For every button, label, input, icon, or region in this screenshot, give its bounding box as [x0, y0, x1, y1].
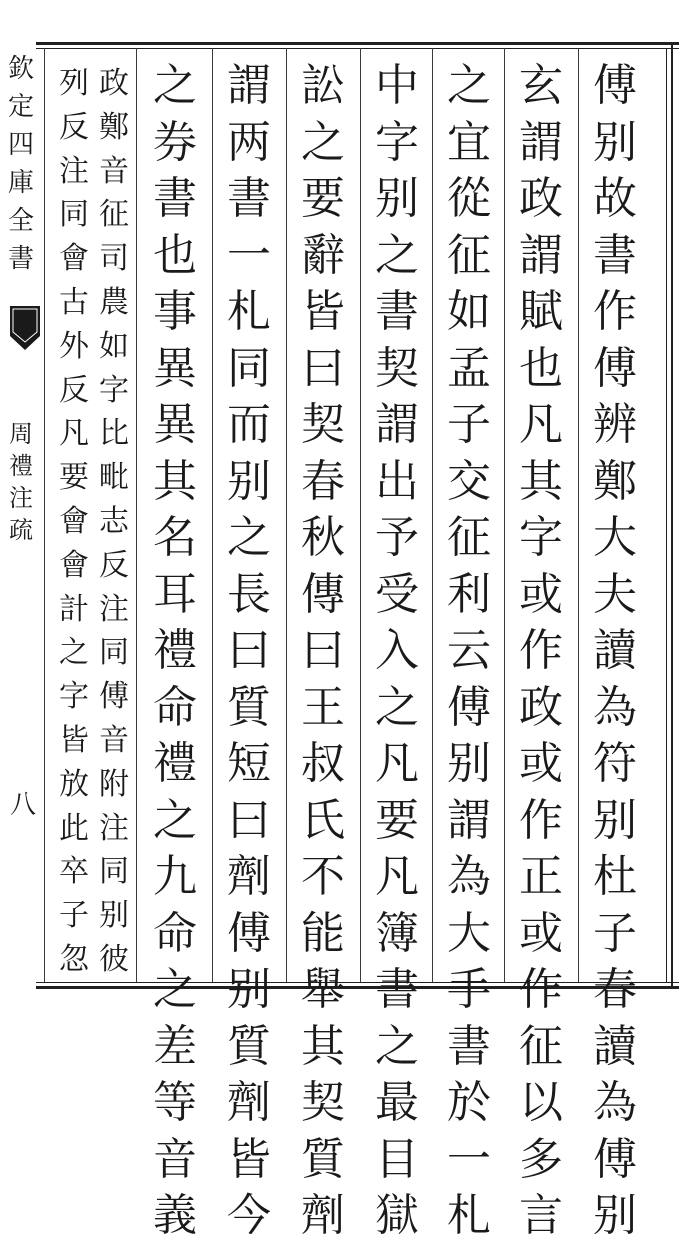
character: 字 [375, 116, 419, 168]
character: 劑 [227, 851, 271, 902]
character: 傅 [593, 342, 637, 394]
character: 短 [227, 738, 271, 789]
character: 曰 [227, 794, 271, 846]
character: 書 [447, 1020, 491, 1072]
character: 要 [59, 460, 89, 496]
character: 最 [375, 1077, 419, 1128]
column-rule [212, 48, 213, 982]
character: 之 [447, 60, 491, 111]
character: 曰 [301, 625, 345, 676]
character: 其 [301, 1020, 345, 1072]
character: 質 [227, 1020, 271, 1072]
frame-top-inner-border [36, 48, 679, 49]
character: 放 [59, 766, 89, 802]
character: 故 [593, 173, 637, 224]
character: 謂 [447, 794, 491, 846]
character: 也 [519, 342, 563, 394]
character: 卒 [59, 854, 89, 890]
character: 命 [153, 907, 197, 959]
character: 别 [99, 898, 129, 934]
character: 等 [153, 1077, 197, 1128]
character: 要 [301, 173, 345, 224]
character: 大 [447, 907, 491, 959]
character: 之 [227, 512, 271, 563]
character: 為 [593, 681, 637, 733]
character: 同 [99, 635, 129, 671]
character: 今 [227, 1190, 271, 1241]
character: 同 [99, 854, 129, 890]
character: 如 [447, 286, 491, 337]
character: 也 [153, 229, 197, 281]
character: 出 [375, 455, 419, 507]
character: 之 [375, 1020, 419, 1072]
character: 一 [447, 1133, 491, 1185]
character: 征 [447, 512, 491, 563]
character: 傅 [447, 681, 491, 733]
character: 受 [375, 568, 419, 620]
character: 九 [153, 851, 197, 902]
character: 之 [153, 60, 197, 111]
character: 反 [59, 372, 89, 408]
character: 古 [59, 284, 89, 320]
character: 入 [375, 625, 419, 676]
character: 賦 [519, 286, 563, 337]
character: 春 [301, 455, 345, 507]
character: 反 [59, 109, 89, 145]
character: 鄭 [593, 455, 637, 507]
character: 王 [301, 681, 345, 733]
character: 庫 [7, 168, 34, 198]
character: 訟 [301, 60, 345, 111]
character: 之 [301, 116, 345, 168]
character: 書 [7, 244, 34, 274]
commentary-column-1 [96, 62, 132, 982]
character: 政 [519, 681, 563, 733]
character: 子 [593, 907, 637, 959]
character: 注 [59, 153, 89, 189]
character: 農 [99, 284, 129, 320]
character: 征 [519, 1020, 563, 1072]
character: 比 [99, 416, 129, 452]
character: 異 [153, 399, 197, 450]
character: 禮 [153, 625, 197, 676]
character: 言 [519, 1190, 563, 1241]
character: 差 [153, 1020, 197, 1072]
character: 不 [301, 851, 345, 902]
character: 孟 [447, 342, 491, 394]
character: 契 [375, 342, 419, 394]
frame-right-inner-border [666, 48, 667, 982]
character: 讀 [593, 1020, 637, 1072]
character: 别 [447, 738, 491, 789]
character: 長 [227, 568, 271, 620]
character: 正 [519, 851, 563, 902]
character: 為 [593, 1077, 637, 1128]
character: 秋 [301, 512, 345, 563]
character: 周 [9, 420, 33, 448]
character: 宜 [447, 116, 491, 168]
character: 杜 [593, 851, 637, 902]
character: 契 [301, 1077, 345, 1128]
character: 札 [227, 286, 271, 337]
character: 會 [59, 547, 89, 583]
character: 政 [519, 173, 563, 224]
character: 舉 [301, 964, 345, 1015]
character: 此 [59, 810, 89, 846]
character: 異 [153, 342, 197, 394]
character: 云 [447, 625, 491, 676]
character: 两 [227, 116, 271, 168]
text-column-1 [582, 58, 648, 1245]
column-rule [432, 48, 433, 982]
character: 别 [593, 1190, 637, 1241]
character: 之 [153, 964, 197, 1015]
character: 作 [519, 625, 563, 676]
character: 之 [375, 229, 419, 281]
character: 質 [227, 681, 271, 733]
text-column-6 [216, 58, 282, 1245]
character: 字 [59, 679, 89, 715]
character: 讀 [593, 625, 637, 676]
character: 利 [447, 568, 491, 620]
character: 注 [9, 484, 33, 512]
character: 彼 [99, 941, 129, 977]
character: 大 [593, 512, 637, 563]
character: 字 [99, 372, 129, 408]
character: 定 [7, 92, 34, 122]
character: 書 [153, 173, 197, 224]
character: 皆 [301, 286, 345, 337]
character: 名 [153, 512, 197, 563]
character: 反 [99, 547, 129, 583]
character: 春 [593, 964, 637, 1015]
character: 玄 [519, 60, 563, 111]
character: 别 [375, 173, 419, 224]
margin-book-title [2, 50, 40, 278]
character: 之 [153, 794, 197, 846]
character: 之 [59, 635, 89, 671]
character: 音 [99, 722, 129, 758]
character: 曰 [301, 342, 345, 394]
column-rule [578, 48, 579, 982]
fish-tail-mark-icon [10, 306, 40, 350]
character: 券 [153, 116, 197, 168]
character: 四 [7, 130, 34, 160]
character: 叔 [301, 738, 345, 789]
character: 義 [153, 1190, 197, 1241]
character: 注 [99, 591, 129, 627]
character: 傅 [99, 679, 129, 715]
character: 列 [59, 66, 89, 101]
character: 注 [99, 810, 129, 846]
character: 書 [375, 964, 419, 1015]
character: 其 [519, 455, 563, 507]
character: 交 [447, 455, 491, 507]
character: 一 [227, 229, 271, 281]
character: 會 [59, 241, 89, 277]
character: 曰 [227, 625, 271, 676]
character: 别 [593, 794, 637, 846]
character: 辨 [593, 399, 637, 450]
character: 子 [447, 399, 491, 450]
character: 札 [447, 1190, 491, 1241]
character: 征 [99, 197, 129, 233]
character: 音 [153, 1133, 197, 1185]
character: 作 [593, 286, 637, 337]
character: 謂 [519, 229, 563, 281]
column-rule [504, 48, 505, 982]
character: 傅 [593, 1133, 637, 1185]
character: 同 [59, 197, 89, 233]
character: 如 [99, 328, 129, 364]
column-rule [44, 48, 45, 982]
character: 傅 [227, 907, 271, 959]
character: 夫 [593, 568, 637, 620]
character: 别 [227, 964, 271, 1015]
character: 從 [447, 173, 491, 224]
character: 以 [519, 1077, 563, 1128]
frame-top-border [36, 42, 679, 45]
character: 忽 [59, 941, 89, 977]
margin-section-title [4, 418, 38, 546]
character: 為 [447, 851, 491, 902]
character: 之 [375, 681, 419, 733]
character: 謂 [375, 399, 419, 450]
character: 獄 [375, 1190, 419, 1241]
character: 志 [99, 503, 129, 539]
character: 質 [301, 1133, 345, 1185]
character: 毗 [99, 460, 129, 496]
character: 計 [59, 591, 89, 627]
column-rule [286, 48, 287, 982]
character: 字 [519, 512, 563, 563]
character: 别 [227, 455, 271, 507]
column-rule [360, 48, 361, 982]
text-column-4 [364, 58, 430, 1245]
character: 目 [375, 1133, 419, 1185]
commentary-column-2 [56, 62, 92, 982]
text-column-3 [436, 58, 502, 1245]
character: 禮 [9, 452, 33, 480]
character: 凡 [375, 851, 419, 902]
character: 劑 [227, 1077, 271, 1128]
character: 皆 [59, 722, 89, 758]
frame-right-border [671, 42, 673, 988]
character: 符 [593, 738, 637, 789]
character: 書 [227, 173, 271, 224]
character: 事 [153, 286, 197, 337]
character: 氏 [301, 794, 345, 846]
character: 會 [59, 503, 89, 539]
character: 劑 [301, 1190, 345, 1241]
character: 鄭 [99, 109, 129, 145]
character: 命 [153, 681, 197, 733]
character: 疏 [9, 516, 33, 544]
character: 而 [227, 399, 271, 450]
character: 書 [593, 229, 637, 281]
character: 要 [375, 794, 419, 846]
character: 耳 [153, 568, 197, 620]
character: 欽 [7, 54, 34, 84]
character: 契 [301, 399, 345, 450]
character: 同 [227, 342, 271, 394]
character: 多 [519, 1133, 563, 1185]
page-number: 八 [10, 790, 37, 820]
text-column-2 [508, 58, 574, 1245]
character: 司 [99, 241, 129, 277]
character: 别 [593, 116, 637, 168]
character: 作 [519, 794, 563, 846]
character: 辭 [301, 229, 345, 281]
character: 凡 [59, 416, 89, 452]
character: 禮 [153, 738, 197, 789]
character: 其 [153, 455, 197, 507]
character: 傅 [593, 60, 637, 111]
character: 謂 [519, 116, 563, 168]
character: 凡 [519, 399, 563, 450]
character: 政 [99, 66, 129, 101]
character: 或 [519, 568, 563, 620]
character: 簿 [375, 907, 419, 959]
character: 謂 [227, 60, 271, 111]
character: 音 [99, 153, 129, 189]
character: 征 [447, 229, 491, 281]
character: 予 [375, 512, 419, 563]
text-column-5 [290, 58, 356, 1245]
character: 手 [447, 964, 491, 1015]
character: 書 [375, 286, 419, 337]
character: 外 [59, 328, 89, 364]
character: 或 [519, 738, 563, 789]
character: 傳 [301, 568, 345, 620]
character: 子 [59, 898, 89, 934]
character: 作 [519, 964, 563, 1015]
character: 全 [7, 206, 34, 236]
character: 附 [99, 766, 129, 802]
character: 於 [447, 1077, 491, 1128]
character: 能 [301, 907, 345, 959]
text-column-7 [142, 58, 208, 1245]
character: 或 [519, 907, 563, 959]
column-rule [136, 48, 137, 982]
character: 中 [375, 60, 419, 111]
character: 皆 [227, 1133, 271, 1185]
character: 凡 [375, 738, 419, 789]
